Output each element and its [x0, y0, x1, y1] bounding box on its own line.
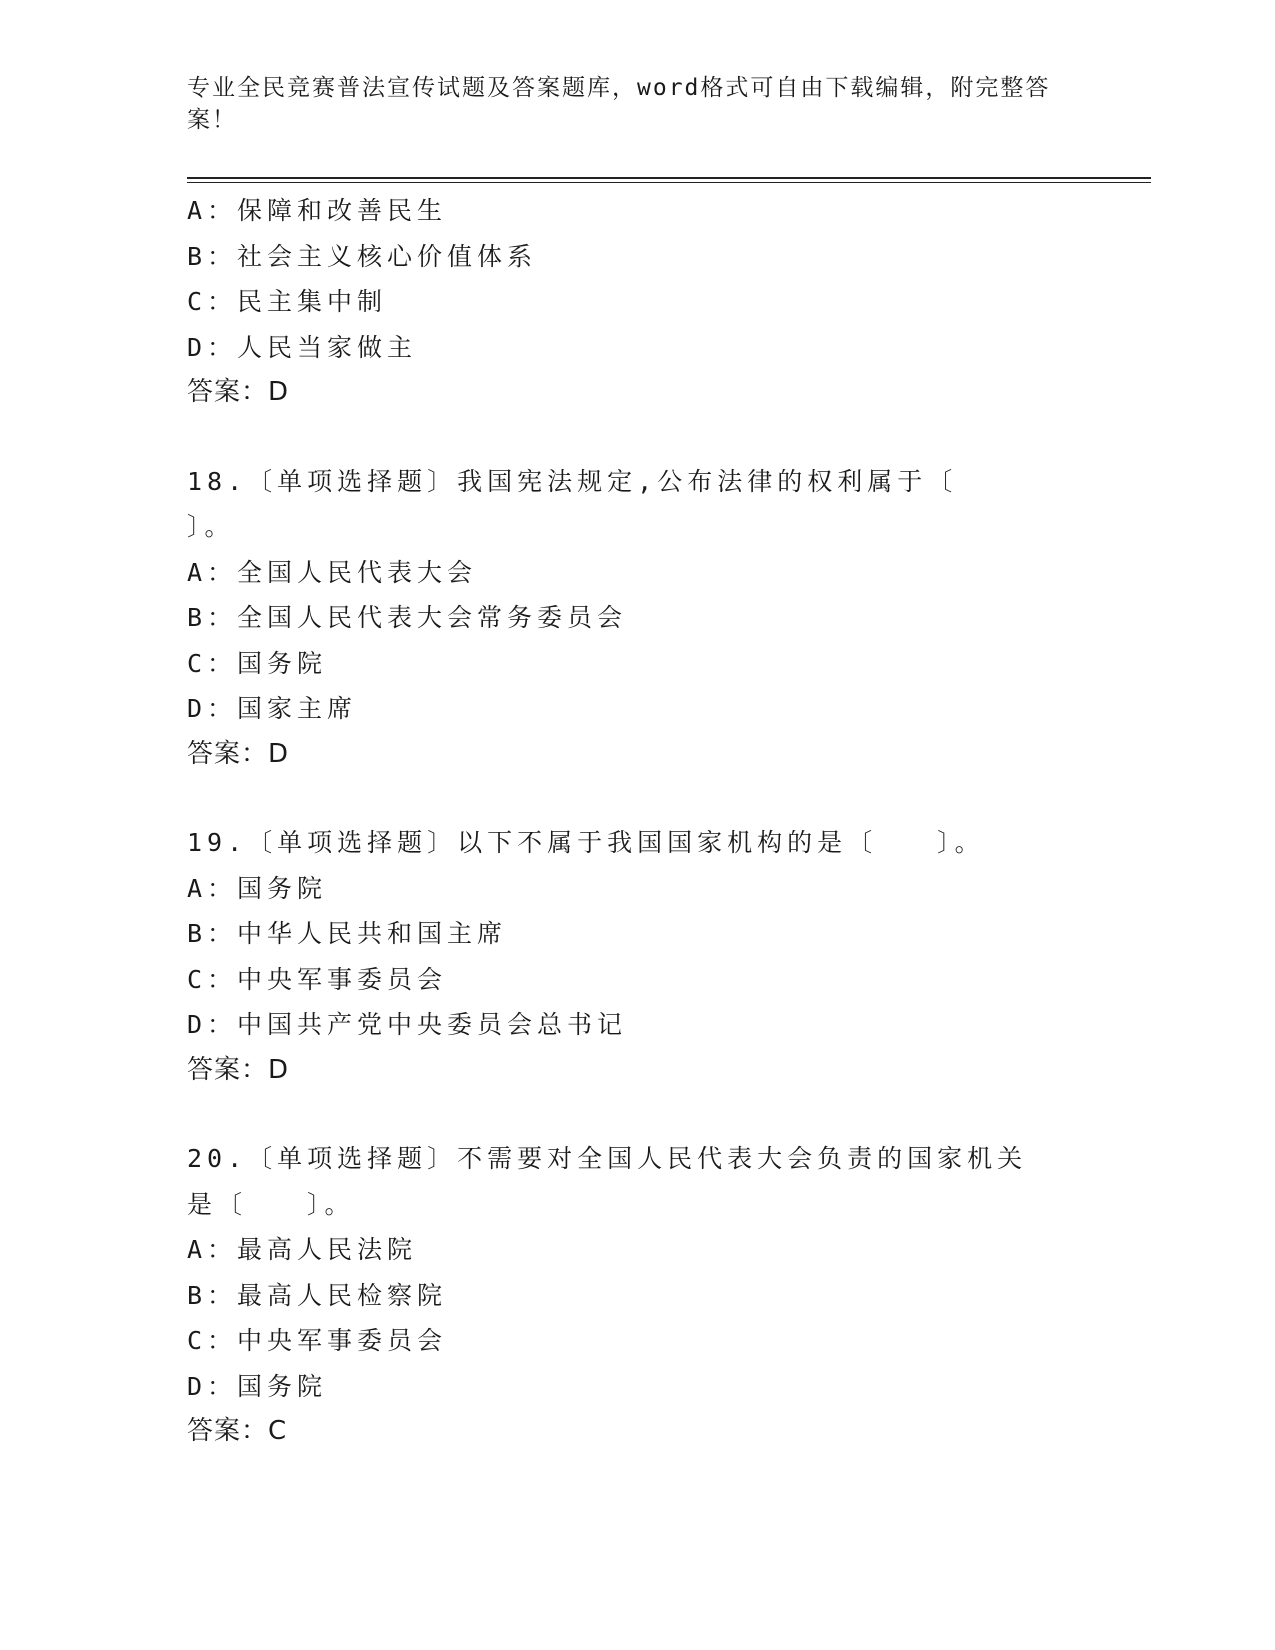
option-b: B：中华人民共和国主席: [187, 919, 508, 948]
option-c: C：中央军事委员会: [187, 1326, 448, 1355]
option-d: D：人民当家做主: [187, 332, 418, 362]
option-d: D：国家主席: [187, 694, 358, 723]
option-a: A：国务院: [187, 873, 328, 903]
option-c: C：国务院: [187, 648, 328, 678]
document-header: 专业全民竞赛普法宣传试题及答案题库，word格式可自由下载编辑，附完整答案！: [187, 75, 1051, 133]
option-c: C：中央军事委员会: [187, 964, 448, 994]
spacer: [187, 416, 1067, 459]
question-18: [187, 459, 1067, 778]
option-a: A：最高人民法院: [187, 1235, 418, 1264]
answer: 答案：D: [187, 377, 290, 407]
header-divider-thin: [187, 182, 1151, 183]
option-c: C：民主集中制: [187, 287, 388, 316]
option-b: B：社会主义核心价值体系: [187, 241, 538, 271]
option-d: D：中国共产党中央委员会总书记: [187, 1010, 628, 1039]
option-a: A：保障和改善民生: [187, 196, 448, 225]
question-stem: 18.〔单项选择题〕我国宪法规定,公布法律的权利属于〔 〕。: [187, 466, 1018, 541]
spacer: [187, 1093, 1067, 1136]
spacer: [187, 777, 1067, 820]
question-stem: 20.〔单项选择题〕不需要对全国人民代表大会负责的国家机关是〔 〕。: [187, 1144, 1028, 1219]
option-b: B：最高人民检察院: [187, 1280, 448, 1310]
option-b: B：全国人民代表大会常务委员会: [187, 603, 628, 632]
option-a: A：全国人民代表大会: [187, 557, 478, 587]
question-20: [187, 1136, 1067, 1455]
question-17-continued: [187, 188, 1067, 416]
header-divider-thick: [187, 177, 1151, 179]
answer: 答案：D: [187, 738, 290, 769]
answer: 答案：C: [187, 1416, 288, 1446]
question-19: [187, 820, 1067, 1093]
question-stem: 19.〔单项选择题〕以下不属于我国国家机构的是〔 〕。: [187, 828, 985, 857]
option-d: D：国务院: [187, 1371, 328, 1401]
answer: 答案：D: [187, 1054, 290, 1085]
question-list: [187, 188, 1067, 1455]
